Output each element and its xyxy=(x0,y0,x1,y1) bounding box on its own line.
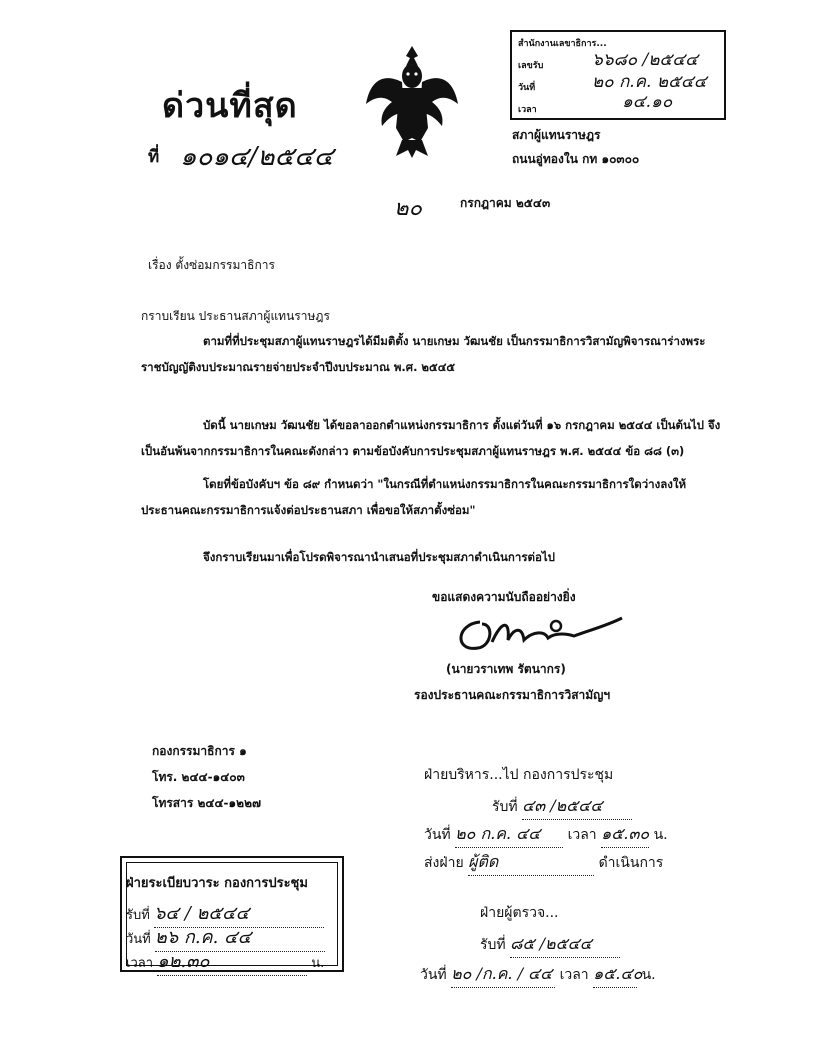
agenda-stamp-time-unit: น. xyxy=(311,956,325,971)
closing-phrase: ขอแสดงความนับถืออย่างยิ่ง xyxy=(432,590,576,604)
department-name: กองกรรมาธิการ ๑ xyxy=(152,744,247,758)
receipt-send-value: ผู้ติด xyxy=(468,850,594,876)
receipt2-date-value: ๒๐ /ก.ค. / ๔๔ xyxy=(451,962,555,988)
receipt-date-row xyxy=(424,822,668,848)
receipt-date-label: วันที่ xyxy=(424,827,451,843)
agenda-stamp-time-row xyxy=(126,946,324,976)
body-paragraph-4 xyxy=(141,544,721,570)
department-fax: โทรสาร ๒๔๔-๑๒๒๗ xyxy=(152,796,262,810)
receipt-number-value: ๔๓ /๒๕๔๔ xyxy=(522,794,632,820)
garuda-emblem-icon xyxy=(362,42,462,160)
body-paragraph-2 xyxy=(141,412,721,464)
agenda-stamp-time-value: ๑๒.๓๐ xyxy=(157,946,307,976)
body-paragraph-1 xyxy=(141,328,721,380)
receipt-number-label: รับที่ xyxy=(492,799,518,815)
receipt2-time-value: ๑๕.๔๐ xyxy=(593,962,637,988)
stamp-date-value: ๒๐ ก.ค. ๒๕๔๔ xyxy=(592,72,707,92)
stamp-receive-label: เลขรับ xyxy=(518,61,544,71)
letter-date-day: ๒๐ xyxy=(394,196,422,221)
receipt-time-value: ๑๕.๓๐ xyxy=(601,822,649,848)
receipt-number-row xyxy=(492,794,632,820)
document-number-prefix: ที่ xyxy=(148,147,160,167)
body-paragraph-4-text: จึงกราบเรียนมาเพื่อโปรดพิจารณานำเสนอที่ประชุมสภาดำเนินการต่อไป xyxy=(203,550,555,564)
agenda-stamp-number-label: รับที่ xyxy=(126,908,150,923)
receipt-send-row xyxy=(424,850,663,876)
receipt2-time-label: เวลา xyxy=(559,967,589,983)
department-phone: โทร. ๒๔๔-๑๔๐๓ xyxy=(152,770,245,784)
stamp-office-label: สำนักงานเลขาธิการ... xyxy=(518,39,607,49)
agenda-stamp-title: ฝ่ายระเบียบวาระ กองการประชุม xyxy=(126,876,308,891)
agenda-stamp-number-value: ๖๔ / ๒๕๔๔ xyxy=(154,898,324,928)
sender-office: สภาผู้แทนราษฎร xyxy=(512,128,601,142)
handwritten-signature xyxy=(452,602,632,658)
document-number: ๑๐๑๔/๒๕๔๔ xyxy=(180,142,334,172)
receipt-department: ฝ่ายบริหาร...ไป กองการประชุม xyxy=(424,767,614,783)
stamp-time-label: เวลา xyxy=(518,105,537,115)
receipt-send-label: ส่งฝ่าย xyxy=(424,855,464,871)
receipt2-number-label: รับที่ xyxy=(480,937,506,953)
letter-addressee: กราบเรียน ประธานสภาผู้แทนราษฎร xyxy=(141,309,330,323)
receipt2-time-unit: น. xyxy=(641,967,656,983)
agenda-stamp-time-label: เวลา xyxy=(126,956,154,971)
stamp-time-value: ๑๔.๑๐ xyxy=(622,92,673,112)
body-paragraph-1-text: ตามที่ที่ประชุมสภาผู้แทนราษฎรได้มีมติตั้ง นายเกษม วัฒนชัย เป็นกรรมาธิการวิสามัญพิจารณาร่างพระราชบัญญัติงบประมาณรายจ่ายประจำปีงบประมาณ พ.ศ. ๒๕๔๕ xyxy=(141,334,706,374)
letter-date-month-year: กรกฎาคม ๒๕๔๓ xyxy=(460,196,551,210)
body-paragraph-3-text: โดยที่ข้อบังคับฯ ข้อ ๘๙ กำหนดว่า "ในกรณีที่ตำแหน่งกรรมาธิการในคณะกรรมาธิการใดว่างลงให้ประธานคณะกรรมาธิการแจ้งต่อประธานสภา เพื่อขอให้สภาตั้งซ่อม" xyxy=(141,477,687,517)
body-paragraph-2-text: บัดนี้ นายเกษม วัฒนชัย ได้ขอลาออกตำแหน่งกรรมาธิการ ตั้งแต่วันที่ ๑๖ กรกฎาคม ๒๕๔๔ เป็นต้นไป จึงเป็นอันพ้นจากกรรมาธิการในคณะดังกล่าว ตามข้อบังคับการประชุมสภาผู้แทนราษฎร พ.ศ. ๒๕๔๔ ข้อ ๘๘ (๓) xyxy=(141,418,721,458)
receipt2-number-value: ๘๕ /๒๕๔๔ xyxy=(510,932,620,958)
receipt-time-label: เวลา xyxy=(567,827,597,843)
received-stamp-top xyxy=(510,30,726,120)
receipt2-number-row xyxy=(480,932,620,958)
agenda-stamp-date-value: ๒๖ ก.ค. ๔๔ xyxy=(155,922,325,952)
sender-address: ถนนอู่ทองใน กท ๑๐๓๐๐ xyxy=(512,152,640,166)
receipt2-date-row xyxy=(420,962,656,988)
stamp-receive-value: ๖๖๘๐ /๒๕๔๔ xyxy=(592,50,699,70)
receipt2-date-label: วันที่ xyxy=(420,967,447,983)
agenda-stamp-date-label: วันที่ xyxy=(126,932,151,947)
urgent-marking: ด่วนที่สุด xyxy=(162,86,298,126)
letter-subject: เรื่อง ตั้งซ่อมกรรมาธิการ xyxy=(148,258,275,272)
stamp-date-label: วันที่ xyxy=(518,83,536,93)
receipt-send-action: ดำเนินการ xyxy=(598,855,664,871)
agenda-stamp-bottom-left xyxy=(120,856,344,972)
receipt-time-unit: น. xyxy=(653,827,668,843)
receipt-subdept: ฝ่ายผู้ตรวจ... xyxy=(480,905,559,921)
signer-name: (นายวราเทพ รัตนากร) xyxy=(446,662,566,676)
receipt-date-value: ๒๐ ก.ค. ๔๔ xyxy=(455,822,563,848)
body-paragraph-3 xyxy=(141,471,721,523)
signer-position: รองประธานคณะกรรมาธิการวิสามัญฯ xyxy=(414,688,611,702)
